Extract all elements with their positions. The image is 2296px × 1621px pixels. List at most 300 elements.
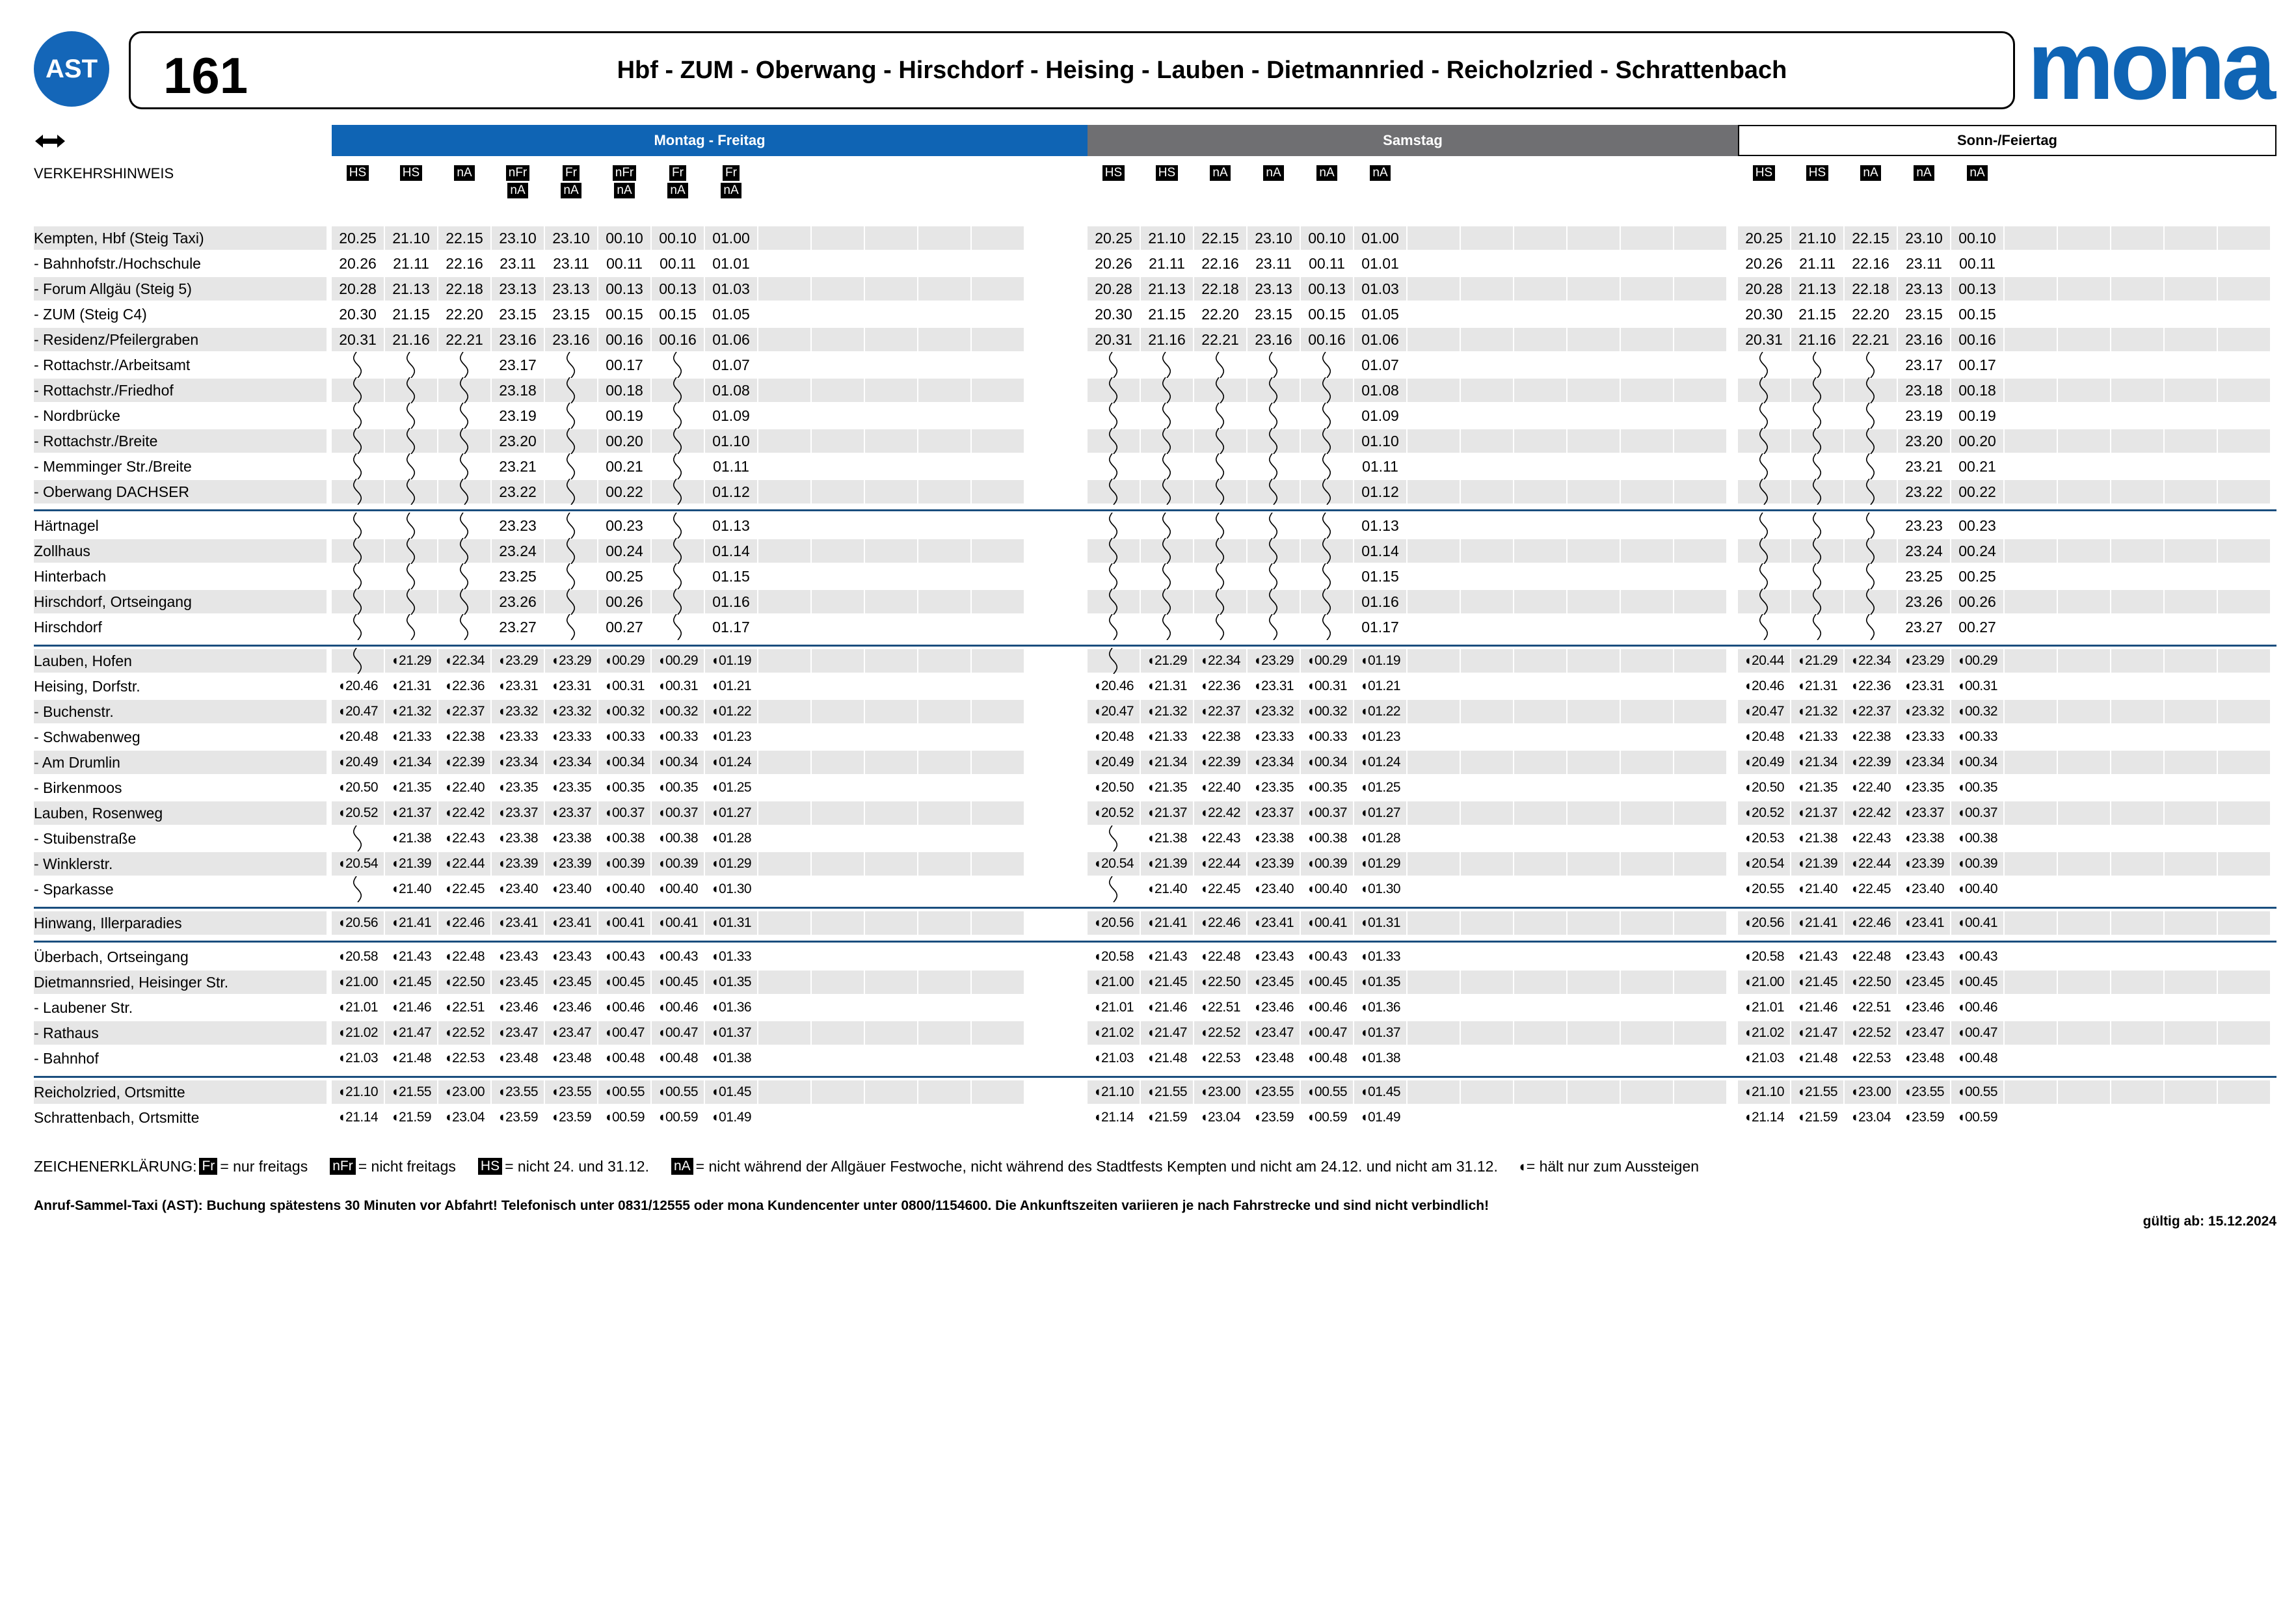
empty-cell	[2218, 945, 2270, 969]
empty-cell	[2218, 971, 2270, 994]
empty-cell	[918, 945, 970, 969]
traffic-hint-tag	[545, 165, 597, 200]
empty-cell	[2218, 751, 2270, 774]
legend-item-nfr	[327, 1158, 456, 1175]
time-cell: 21.15	[1148, 306, 1186, 323]
time-cell-no-stop	[1194, 590, 1246, 613]
no-stop-squiggle-icon	[565, 403, 578, 429]
empty-cell	[865, 751, 917, 774]
no-stop-squiggle-icon	[1864, 538, 1877, 564]
timetable-row	[34, 852, 2276, 877]
time-cell: ◖21.29	[385, 649, 437, 673]
empty-cell	[1461, 852, 1513, 876]
timetable-row	[34, 996, 2276, 1021]
empty-cell	[1568, 776, 1620, 799]
empty-cell	[758, 514, 810, 537]
empty-cell	[1514, 514, 1566, 537]
no-stop-squiggle-icon	[1320, 403, 1333, 429]
time-cell: ◖21.46	[1796, 1000, 1838, 1015]
stop-name: Hinwang, Illerparadies	[34, 911, 327, 935]
empty-cell	[1621, 776, 1673, 799]
empty-cell	[2058, 455, 2110, 478]
time-cell: ◖00.45	[1951, 971, 2003, 994]
empty-cell	[758, 328, 810, 351]
empty-cell	[1461, 302, 1513, 326]
empty-cell	[1408, 277, 1460, 301]
empty-cell	[758, 911, 810, 935]
time-cell: ◖23.48	[550, 1051, 592, 1065]
time-cell: ◖22.52	[1194, 1021, 1246, 1045]
time-cell: ◖00.41	[1301, 911, 1353, 935]
time-cell-no-stop	[1791, 455, 1843, 478]
time-cell: 23.13	[545, 277, 597, 301]
time-cell: ◖22.44	[1845, 852, 1897, 876]
empty-cell	[2058, 911, 2110, 935]
empty-cell	[2111, 404, 2163, 427]
time-cell: ◖21.34	[1791, 751, 1843, 774]
time-cell: 22.20	[1201, 306, 1239, 323]
time-cell: 23.10	[545, 226, 597, 250]
time-cell-no-stop	[385, 379, 437, 402]
stop-name: Schrattenbach, Ortsmitte	[34, 1109, 200, 1126]
empty-cell	[865, 649, 917, 673]
time-cell-no-stop	[1088, 615, 1140, 639]
time-cell: ◖20.48	[1743, 729, 1785, 744]
empty-cell	[918, 615, 970, 639]
empty-cell	[865, 1047, 917, 1070]
time-cell: ◖22.51	[1199, 1000, 1241, 1015]
no-stop-squiggle-icon	[1267, 453, 1280, 479]
empty-cell	[1621, 700, 1673, 723]
empty-cell	[2218, 1021, 2270, 1045]
legend-tag: nFr	[330, 1158, 356, 1175]
empty-cell	[2218, 615, 2270, 639]
no-stop-squiggle-icon	[565, 614, 578, 640]
time-cell-no-stop	[1141, 455, 1193, 478]
time-cell: ◖21.35	[1796, 780, 1838, 795]
empty-cell	[918, 1021, 970, 1045]
time-cell: ◖23.32	[492, 700, 544, 723]
empty-cell	[918, 1047, 970, 1070]
empty-cell	[2218, 852, 2270, 876]
stop-name: - Rathaus	[34, 1021, 327, 1045]
empty-cell	[2005, 751, 2057, 774]
no-stop-squiggle-icon	[458, 614, 471, 640]
empty-cell	[812, 252, 864, 275]
time-cell-no-stop	[1088, 379, 1140, 402]
empty-cell	[1408, 1106, 1460, 1129]
time-cell-no-stop	[545, 539, 597, 563]
empty-cell	[2218, 226, 2270, 250]
empty-cell	[2005, 514, 2057, 537]
time-cell: ◖20.46	[1093, 678, 1134, 693]
time-cell-no-stop	[385, 404, 437, 427]
time-cell: ◖20.50	[1093, 780, 1134, 795]
empty-cell	[2165, 590, 2217, 613]
time-cell: ◖23.46	[550, 1000, 592, 1015]
empty-cell	[2111, 945, 2163, 969]
empty-cell	[1514, 801, 1566, 825]
empty-cell	[1621, 1106, 1673, 1129]
empty-cell	[865, 1106, 917, 1129]
time-cell: 00.10	[1301, 226, 1353, 250]
time-cell: ◖21.32	[1791, 700, 1843, 723]
empty-cell	[2058, 776, 2110, 799]
no-stop-squiggle-icon	[671, 538, 684, 564]
time-cell: ◖22.45	[1850, 881, 1891, 896]
empty-cell	[2005, 1106, 2057, 1129]
time-cell-no-stop	[1141, 379, 1193, 402]
empty-cell	[865, 379, 917, 402]
day-header-saturday: Samstag	[1088, 125, 1738, 156]
time-cell: ◖22.46	[1194, 911, 1246, 935]
no-stop-squiggle-icon	[1757, 614, 1770, 640]
time-cell: ◖23.43	[1253, 949, 1294, 964]
traffic-hint-label: VERKEHRSHINWEIS	[34, 165, 174, 181]
time-cell-no-stop	[652, 379, 704, 402]
time-cell: 23.17	[499, 356, 537, 373]
no-stop-squiggle-icon	[351, 876, 364, 902]
time-cell: ◖21.59	[1146, 1110, 1188, 1125]
empty-cell	[812, 945, 864, 969]
empty-cell	[2165, 252, 2217, 275]
time-cell-no-stop	[1301, 565, 1353, 588]
empty-cell	[865, 675, 917, 698]
time-cell-no-stop	[1088, 514, 1140, 537]
empty-cell	[865, 302, 917, 326]
time-cell: ◖21.01	[337, 1000, 379, 1015]
time-cell: ◖21.29	[1791, 649, 1843, 673]
time-cell: 22.16	[1201, 255, 1239, 272]
no-stop-squiggle-icon	[405, 403, 418, 429]
empty-cell	[1674, 429, 1726, 453]
empty-cell	[1408, 776, 1460, 799]
empty-cell	[918, 725, 970, 749]
time-cell: 00.15	[606, 306, 643, 323]
time-cell: 01.13	[1361, 517, 1399, 534]
time-cell-no-stop	[1248, 480, 1300, 503]
empty-cell	[2058, 1047, 2110, 1070]
empty-cell	[1461, 514, 1513, 537]
empty-cell	[918, 852, 970, 876]
no-stop-squiggle-icon	[1267, 479, 1280, 505]
empty-cell	[1568, 852, 1620, 876]
empty-cell	[812, 1047, 864, 1070]
time-cell-no-stop	[1141, 539, 1193, 563]
tag-label: nA	[721, 183, 741, 198]
empty-cell	[972, 675, 1024, 698]
empty-cell	[2111, 700, 2163, 723]
stop-name: - Schwabenweg	[34, 729, 140, 745]
no-stop-squiggle-icon	[1864, 428, 1877, 454]
empty-cell	[2111, 1047, 2163, 1070]
empty-cell	[2165, 649, 2217, 673]
stop-name: - Rottachstr./Friedhof	[34, 379, 327, 402]
empty-cell	[1514, 539, 1566, 563]
time-cell-no-stop	[545, 353, 597, 377]
time-cell: 00.17	[606, 356, 643, 373]
time-cell: ◖00.43	[657, 949, 699, 964]
stop-name: - Winklerstr.	[34, 852, 327, 876]
no-stop-squiggle-icon	[1107, 377, 1120, 403]
no-stop-squiggle-icon	[1864, 614, 1877, 640]
empty-cell	[2218, 539, 2270, 563]
empty-cell	[812, 776, 864, 799]
empty-cell	[812, 514, 864, 537]
empty-cell	[972, 226, 1024, 250]
empty-cell	[1461, 945, 1513, 969]
tag-label: HS	[347, 165, 369, 181]
time-cell: ◖00.35	[1306, 780, 1348, 795]
empty-cell	[1408, 1080, 1460, 1104]
time-cell: 00.11	[1309, 255, 1345, 272]
time-cell: ◖22.44	[1194, 852, 1246, 876]
time-cell: 20.26	[1095, 255, 1132, 272]
section-divider	[34, 509, 2276, 511]
empty-cell	[1568, 649, 1620, 673]
empty-cell	[812, 302, 864, 326]
timetable-row	[34, 590, 2276, 615]
time-cell: 00.22	[598, 480, 650, 503]
no-stop-squiggle-icon	[405, 453, 418, 479]
no-stop-squiggle-icon	[1107, 352, 1120, 378]
tag-label: nA	[561, 183, 581, 198]
time-cell: ◖23.37	[1898, 801, 1950, 825]
empty-cell	[1514, 1106, 1566, 1129]
empty-cell	[1621, 328, 1673, 351]
empty-cell	[758, 751, 810, 774]
empty-cell	[2165, 776, 2217, 799]
no-stop-squiggle-icon	[1267, 352, 1280, 378]
empty-cell	[758, 277, 810, 301]
empty-cell	[2058, 328, 2110, 351]
no-stop-squiggle-icon	[1267, 513, 1280, 539]
time-cell-no-stop	[1791, 429, 1843, 453]
empty-cell	[812, 1080, 864, 1104]
empty-cell	[1514, 328, 1566, 351]
time-cell-no-stop	[332, 877, 384, 901]
time-cell: 00.16	[598, 328, 650, 351]
empty-cell	[758, 1047, 810, 1070]
empty-cell	[812, 379, 864, 402]
tag-label: nA	[1860, 165, 1880, 181]
time-cell: 01.16	[1354, 590, 1406, 613]
time-cell: 01.16	[705, 590, 757, 613]
time-cell: ◖01.19	[1354, 649, 1406, 673]
no-stop-squiggle-icon	[351, 614, 364, 640]
time-cell: ◖21.55	[1791, 1080, 1843, 1104]
empty-cell	[1568, 827, 1620, 850]
time-cell: ◖23.00	[1194, 1080, 1246, 1104]
time-cell: ◖23.39	[545, 852, 597, 876]
time-cell: ◖23.41	[1248, 911, 1300, 935]
legend-text: = nur freitags	[220, 1157, 308, 1175]
stop-name: Zollhaus	[34, 539, 327, 563]
time-cell: 00.22	[1951, 480, 2003, 503]
empty-cell	[1408, 945, 1460, 969]
time-cell: ◖00.47	[598, 1021, 650, 1045]
time-cell-no-stop	[1301, 429, 1353, 453]
time-cell: ◖20.56	[332, 911, 384, 935]
time-cell: ◖00.31	[657, 678, 699, 693]
time-cell: ◖00.34	[598, 751, 650, 774]
stop-name: Dietmannsried, Heisinger Str.	[34, 971, 327, 994]
time-cell: ◖01.37	[705, 1021, 757, 1045]
empty-cell	[2005, 1047, 2057, 1070]
empty-cell	[2005, 455, 2057, 478]
time-cell: 21.16	[385, 328, 437, 351]
empty-cell	[812, 539, 864, 563]
time-cell: ◖21.47	[385, 1021, 437, 1045]
time-cell: 23.11	[1906, 255, 1942, 272]
no-stop-squiggle-icon	[1811, 479, 1824, 505]
time-cell-no-stop	[1301, 353, 1353, 377]
no-stop-squiggle-icon	[1757, 377, 1770, 403]
time-cell-no-stop	[652, 514, 704, 537]
empty-cell	[972, 1106, 1024, 1129]
empty-cell	[812, 996, 864, 1019]
stop-name: - Birkenmoos	[34, 779, 122, 796]
empty-cell	[1568, 539, 1620, 563]
no-stop-squiggle-icon	[351, 453, 364, 479]
empty-cell	[2165, 751, 2217, 774]
time-cell: ◖22.52	[438, 1021, 490, 1045]
empty-cell	[1674, 827, 1726, 850]
empty-cell	[865, 539, 917, 563]
time-cell-no-stop	[1194, 615, 1246, 639]
no-stop-squiggle-icon	[1864, 377, 1877, 403]
empty-cell	[918, 404, 970, 427]
empty-cell	[2005, 565, 2057, 588]
time-cell-no-stop	[1194, 539, 1246, 563]
stop-name: - ZUM (Steig C4)	[34, 306, 147, 323]
empty-cell	[972, 514, 1024, 537]
tag-label: Fr	[563, 165, 580, 181]
empty-cell	[1514, 751, 1566, 774]
empty-cell	[918, 353, 970, 377]
empty-cell	[972, 302, 1024, 326]
time-cell-no-stop	[1301, 455, 1353, 478]
time-cell: 23.25	[1905, 568, 1943, 585]
time-cell: ◖21.01	[1743, 1000, 1785, 1015]
time-cell: ◖23.48	[1903, 1051, 1945, 1065]
time-cell-no-stop	[1194, 514, 1246, 537]
empty-cell	[2218, 1080, 2270, 1104]
empty-cell	[918, 911, 970, 935]
empty-cell	[2005, 911, 2057, 935]
empty-cell	[1674, 455, 1726, 478]
no-stop-squiggle-icon	[1864, 453, 1877, 479]
empty-cell	[972, 971, 1024, 994]
time-cell: ◖21.34	[385, 751, 437, 774]
empty-cell	[2165, 827, 2217, 850]
time-cell: 01.03	[705, 277, 757, 301]
empty-cell	[1621, 852, 1673, 876]
empty-cell	[2218, 514, 2270, 537]
time-cell: ◖00.47	[652, 1021, 704, 1045]
empty-cell	[1514, 379, 1566, 402]
time-cell-no-stop	[1141, 565, 1193, 588]
time-cell: ◖22.45	[1199, 881, 1241, 896]
time-cell-no-stop	[1845, 590, 1897, 613]
empty-cell	[1514, 226, 1566, 250]
time-cell: ◖00.45	[598, 971, 650, 994]
time-cell: 00.10	[1951, 226, 2003, 250]
time-cell-no-stop	[652, 404, 704, 427]
time-cell: ◖00.40	[1956, 881, 1998, 896]
time-cell: ◖22.36	[1199, 678, 1241, 693]
route-title: Hbf - ZUM - Oberwang - Hirschdorf - Heising - Lauben - Dietmannried - Reicholzried - Schrattenbach	[617, 57, 1787, 84]
no-stop-squiggle-icon	[1160, 563, 1173, 589]
time-cell: 23.11	[553, 255, 589, 272]
time-cell: 00.18	[598, 379, 650, 402]
empty-cell	[812, 328, 864, 351]
time-cell: ◖23.04	[444, 1110, 485, 1125]
empty-cell	[2218, 590, 2270, 613]
timetable-row	[34, 1106, 2276, 1131]
time-cell: 20.30	[339, 306, 377, 323]
time-cell: 22.16	[446, 255, 483, 272]
empty-cell	[972, 945, 1024, 969]
time-cell: ◖21.32	[385, 700, 437, 723]
empty-cell	[1408, 353, 1460, 377]
tag-label: nA	[1316, 165, 1337, 181]
time-cell: ◖00.41	[1951, 911, 2003, 935]
stop-name: - Bahnhof	[34, 1050, 99, 1067]
time-cell: ◖21.14	[1093, 1110, 1134, 1125]
no-stop-squiggle-icon	[1320, 352, 1333, 378]
empty-cell	[865, 1080, 917, 1104]
time-cell: ◖22.53	[1850, 1051, 1891, 1065]
empty-cell	[2165, 514, 2217, 537]
time-cell-no-stop	[545, 429, 597, 453]
no-stop-squiggle-icon	[458, 563, 471, 589]
empty-cell	[2111, 911, 2163, 935]
traffic-hint-tag	[652, 165, 704, 200]
empty-cell	[2218, 252, 2270, 275]
time-cell-no-stop	[1141, 353, 1193, 377]
no-stop-squiggle-icon	[1320, 589, 1333, 615]
empty-cell	[1408, 226, 1460, 250]
time-cell: 23.24	[1898, 539, 1950, 563]
empty-cell	[2058, 877, 2110, 901]
traffic-hint-tag	[438, 165, 490, 183]
section-divider	[34, 645, 2276, 647]
time-cell-no-stop	[332, 827, 384, 850]
empty-cell	[918, 1106, 970, 1129]
empty-cell	[1461, 1080, 1513, 1104]
no-stop-squiggle-icon	[405, 538, 418, 564]
time-cell: ◖00.48	[657, 1051, 699, 1065]
time-cell: ◖23.39	[1898, 852, 1950, 876]
time-cell: ◖21.43	[1796, 949, 1838, 964]
time-cell-no-stop	[438, 480, 490, 503]
empty-cell	[865, 226, 917, 250]
time-cell: 20.28	[332, 277, 384, 301]
tag-label: HS	[1806, 165, 1828, 181]
empty-cell	[2111, 996, 2163, 1019]
empty-cell	[1461, 353, 1513, 377]
no-stop-squiggle-icon	[351, 428, 364, 454]
empty-cell	[1461, 565, 1513, 588]
no-stop-squiggle-icon	[1757, 563, 1770, 589]
time-cell: 22.18	[1194, 277, 1246, 301]
empty-cell	[1568, 801, 1620, 825]
empty-cell	[1514, 700, 1566, 723]
time-cell: ◖21.45	[1791, 971, 1843, 994]
empty-cell	[812, 565, 864, 588]
time-cell-no-stop	[438, 429, 490, 453]
